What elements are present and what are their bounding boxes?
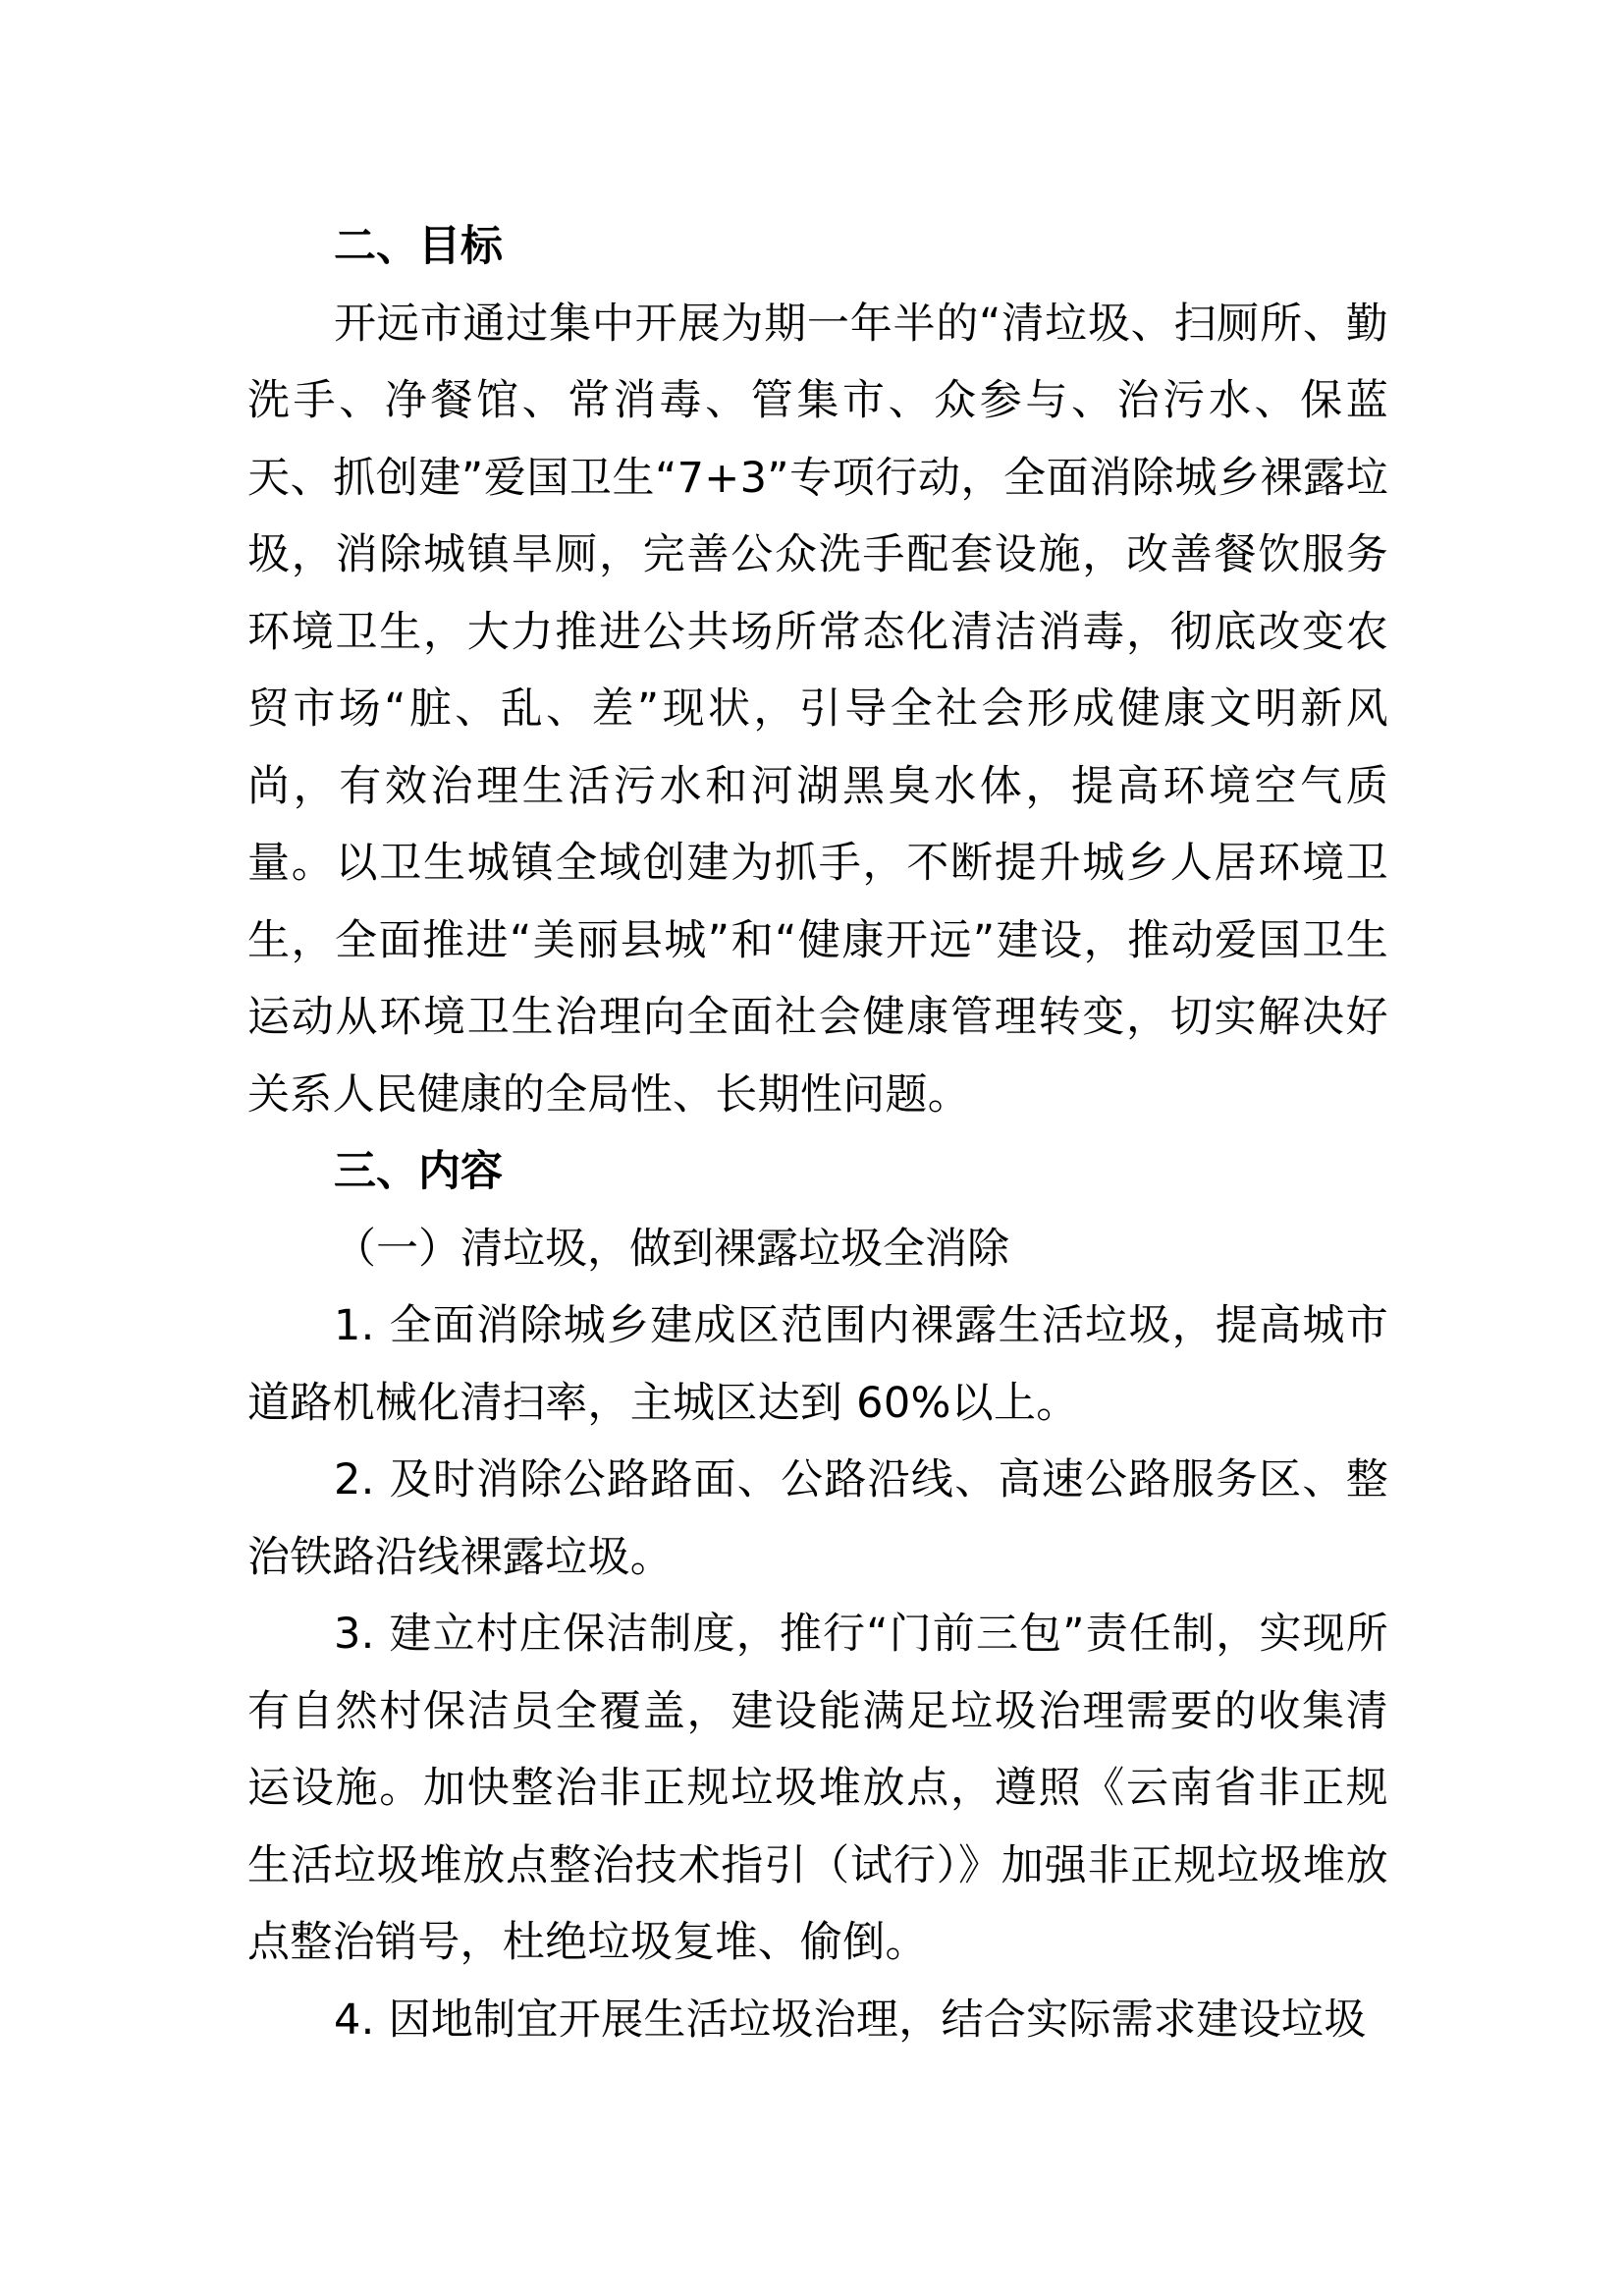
subsection-heading-garbage: （一）清垃圾，做到裸露垃圾全消除 bbox=[334, 1224, 1009, 1274]
content-item-4: 4. 因地制宜开展生活垃圾治理，结合实际需求建设垃圾 bbox=[334, 1995, 1367, 2045]
goals-paragraph: 开远市通过集中开展为期一年半的“清垃圾、扫厕所、勤洗手、净餐馆、常消毒、管集市、众参与、治污水、保蓝天、抓创建”爱国卫生“7+3”专项行动，全面消除城乡裸露垃圾，消除城镇旱厕，完善公众洗手配套设施，改善餐饮服务环境卫生，大力推进公共场所常态化清洁消毒，彻底改变农贸市场“脏、乱、差”现状，引导全社会形成健康文明新风尚，有效治理生活污水和河湖黑臭水体，提高环境空气质量。以卫生城镇全域创建为抓手，不断提升城乡人居环境卫生，全面推进“美丽县城”和“健康开远”建设，推动爱国卫生运动从环境卫生治理向全面社会健康管理转变，切实解决好关系人民健康的全局性、长期性问题。 bbox=[247, 299, 1388, 1120]
content-item-2: 2. 及时消除公路路面、公路沿线、高速公路服务区、整治铁路沿线裸露垃圾。 bbox=[247, 1455, 1388, 1582]
section-heading-goals: 二、目标 bbox=[334, 222, 503, 271]
content-item-3: 3. 建立村庄保洁制度，推行“门前三包”责任制，实现所有自然村保洁员全覆盖，建设能满足垃圾治理需要的收集清运设施。加快整治非正规垃圾堆放点，遵照《云南省非正规生活垃圾堆放点整治技术指引（试行）》加强非正规垃圾堆放点整治销号，杜绝垃圾复堆、偷倒。 bbox=[247, 1610, 1388, 1967]
content-item-1: 1. 全面消除城乡建成区范围内裸露生活垃圾，提高城市道路机械化清扫率，主城区达到 60%以上。 bbox=[247, 1301, 1388, 1428]
section-heading-content: 三、内容 bbox=[334, 1147, 503, 1196]
document-page bbox=[247, 208, 1388, 2058]
